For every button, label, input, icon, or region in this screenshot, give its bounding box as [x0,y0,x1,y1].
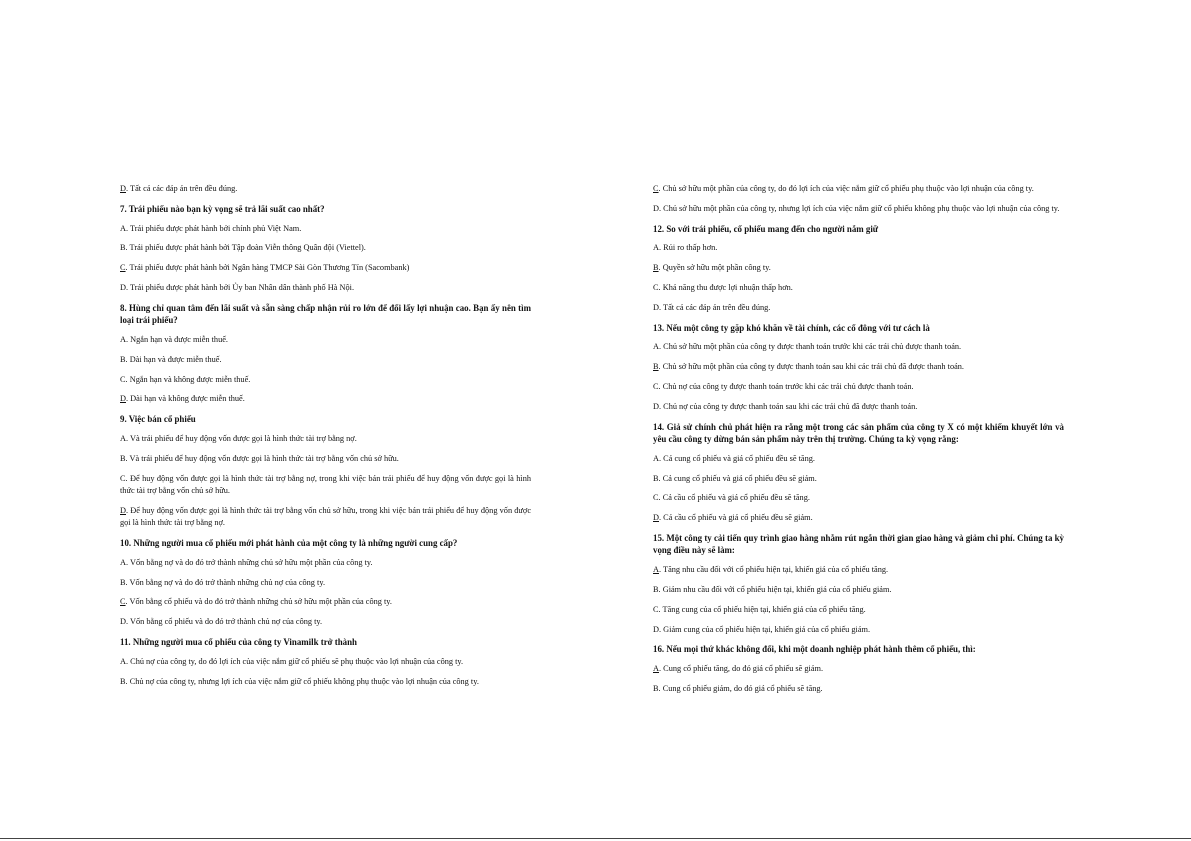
option-text: Chủ sở hữu một phần của công ty, nhưng lợi ích của việc nắm giữ cổ phiếu không phụ thuộc vào lợi nhuận của công ty. [663,203,1060,213]
answer-option [120,334,531,346]
option-text: Chủ nợ của công ty, nhưng lợi ích của việc nắm giữ cổ phiếu không phụ thuộc vào lợi nhuận của công ty. [129,676,479,686]
option-letter: D [120,617,126,627]
option-separator: . [126,557,130,567]
option-separator: . [659,243,664,253]
option-letter: C [653,381,659,391]
option-text: Để huy động vốn được gọi là hình thức tài trợ bằng nợ, trong khi việc bán trái phiếu để huy động vốn được gọi là hình thức tài trợ bằng vốn chủ sở hữu. [120,473,531,495]
answer-option [653,262,1064,274]
option-separator: . [126,394,131,404]
option-letter: C [653,184,659,193]
option-text: Tất cả các đáp án trên đều đúng. [663,302,771,312]
answer-option [120,596,531,608]
option-letter: B [653,683,659,693]
option-letter: A [120,223,126,233]
option-separator: . [125,354,130,364]
option-separator: . [126,282,130,292]
right-column [653,183,1064,703]
option-text: Cả cung cổ phiếu và giá cổ phiếu đều sẽ tăng. [663,453,815,463]
option-letter: A [653,453,659,463]
option-letter: B [653,473,659,483]
answer-option [653,512,1064,524]
option-separator: . [658,263,663,273]
option-letter: D [653,513,659,523]
option-text: Cung cổ phiếu giảm, do đó giá cổ phiếu sẽ tăng. [662,683,823,693]
option-text: Vốn bằng nợ và do đó trở thành những chủ nợ của công ty. [129,577,326,587]
option-separator: . [659,342,664,352]
option-letter: B [653,362,659,372]
option-letter: C [120,473,126,483]
option-letter: C [653,493,659,503]
option-text: Vốn bằng nợ và do đó trở thành những chủ sở hữu một phần của công ty. [130,557,373,567]
question-text: 14. Giả sử chính chủ phát hiện ra rằng một trong các sản phẩm của công ty X có một khiếm khuyết lớn và yêu cầu công ty dừng bán sản phẩm này trên thị trường. Chúng ta kỳ vọng rằng: [653,421,1064,444]
option-separator: . [125,676,130,686]
answer-option [653,183,1064,195]
option-letter: D [653,401,659,411]
option-separator: . [126,617,130,627]
answer-option [653,473,1064,485]
option-separator: . [658,604,663,614]
option-text: Tăng cung của cổ phiếu hiện tại, khiến giá của cổ phiếu tăng. [662,604,866,614]
option-text: Ngắn hạn và được miễn thuế. [130,334,228,344]
option-separator: . [126,656,131,666]
question-text: 16. Nếu mọi thứ khác không đổi, khi một doanh nghiệp phát hành thêm cổ phiếu, thì: [653,644,976,655]
option-letter: D [120,282,126,292]
option-text: Chủ nợ của công ty, do đó lợi ích của việc nắm giữ cổ phiếu sẽ phụ thuộc vào lợi nhuận của công ty. [130,656,464,666]
option-text: Cả cầu cổ phiếu và giá cổ phiếu đều sẽ tăng. [662,493,810,503]
answer-option [120,262,531,274]
option-separator: . [658,683,663,693]
option-text: Chủ sở hữu một phần của công ty, do đó lợi ích của việc nắm giữ cổ phiếu phụ thuộc vào lợi nhuận của công ty. [662,184,1034,193]
option-text: Tăng nhu cầu đối với cổ phiếu hiện tại, khiến giá của cổ phiếu tăng. [663,565,889,575]
option-separator: . [125,597,130,607]
option-letter: A [120,334,126,344]
option-letter: C [120,374,126,384]
answer-option [653,401,1064,413]
answer-option [120,453,531,465]
option-separator: . [659,401,664,411]
option-letter: A [653,342,659,352]
option-text: Dài hạn và được miễn thuế. [129,354,222,364]
option-separator: . [658,381,663,391]
option-text: Rủi ro thấp hơn. [663,243,718,253]
answer-option [120,656,531,668]
answer-option [120,183,531,195]
answer-option [120,616,531,628]
option-separator: . [125,263,130,273]
option-separator: . [126,184,130,193]
answer-option [653,604,1064,616]
option-text: Và trái phiếu để huy động vốn được gọi là hình thức tài trợ bằng vốn chủ sở hữu. [129,453,399,463]
answer-option [653,242,1064,254]
option-letter: A [120,557,126,567]
answer-option [120,577,531,589]
option-separator: . [658,473,663,483]
option-separator: . [126,334,131,344]
option-text: Để huy động vốn được gọi là hình thức tài trợ bằng vốn chủ sở hữu, trong khi việc bán trái phiếu để huy động vốn được gọi là hình thức tài trợ bằng nợ. [120,505,531,528]
answer-option [120,393,531,405]
option-separator: . [658,584,663,594]
option-separator: . [125,473,131,483]
question-text: 7. Trái phiếu nào bạn kỳ vọng sẽ trả lãi suất cao nhất? [120,203,325,214]
option-separator: . [659,513,664,523]
answer-option [120,433,531,445]
answer-option [653,624,1064,636]
answer-option [120,505,531,530]
option-separator: . [659,624,664,634]
option-letter: D [653,302,659,312]
question-text: 15. Một công ty cải tiến quy trình giao hàng nhằm rút ngắn thời gian giao hàng và giảm chi phí. Chúng ta kỳ vọng điều này sẽ làm: [653,532,1064,556]
option-separator: . [658,282,663,292]
option-letter: D [653,624,659,634]
option-letter: D [120,394,126,404]
option-separator: . [125,374,130,384]
option-letter: A [653,565,659,575]
answer-option [120,282,531,294]
option-separator: . [658,493,663,503]
answer-option [120,374,531,386]
option-letter: A [653,664,659,674]
option-letter: D [653,203,659,213]
option-letter: A [653,243,659,253]
answer-option [653,663,1064,675]
option-text: Dài hạn và không được miễn thuế. [130,394,245,404]
option-text: Chủ sở hữu một phần của công ty được thanh toán sau khi các trái chủ đã được thanh toán. [662,362,964,372]
option-separator: . [658,184,663,193]
option-letter: B [120,354,126,364]
option-text: Vốn bằng cổ phiếu và do đó trở thành những chủ sở hữu một phần của công ty. [129,597,392,607]
option-text: Cả cầu cổ phiếu và giá cổ phiếu đều sẽ giảm. [663,513,813,523]
option-letter: A [120,656,126,666]
option-letter: B [120,243,126,253]
option-letter: C [120,263,126,273]
option-text: Quyền sở hữu một phần công ty. [662,263,771,273]
option-separator: . [659,302,663,312]
option-separator: . [659,203,664,213]
option-text: Chủ nợ của công ty được thanh toán trước khi các trái chủ được thanh toán. [662,381,914,391]
question-text: 10. Những người mua cổ phiếu mới phát hành của một công ty là những người cung cấp? [120,537,458,548]
option-separator: . [659,453,664,463]
option-letter: C [120,597,126,607]
answer-option [120,242,531,254]
answer-option [120,223,531,235]
question-text: 8. Hùng chỉ quan tâm đến lãi suất và sẵn sàng chấp nhận rủi ro lớn để đổi lấy lợi nhuận cao. Bạn ấy nên tìm loại trái phiếu? [120,302,531,326]
option-separator: . [126,223,130,233]
option-letter: A [120,433,126,443]
option-separator: . [125,453,130,463]
option-text: Cả cung cổ phiếu và giá cổ phiếu đều sẽ giảm. [662,473,817,483]
option-letter: B [120,453,126,463]
option-text: Và trái phiếu để huy động vốn được gọi là hình thức tài trợ bằng nợ. [130,433,357,443]
answer-option [653,361,1064,373]
option-letter: C [653,604,659,614]
option-separator: . [125,577,130,587]
option-separator: . [126,433,130,443]
answer-option [653,492,1064,504]
option-separator: . [659,565,663,575]
answer-option [653,341,1064,353]
question-text: 11. Những người mua cổ phiếu của công ty Vinamilk trở thành [120,636,357,647]
answer-option [653,564,1064,576]
left-column [120,183,531,695]
option-text: Chủ nợ của công ty được thanh toán sau khi các trái chủ đã được thanh toán. [663,401,918,411]
answer-option [653,381,1064,393]
option-text: Chủ sở hữu một phần của công ty được thanh toán trước khi các trái chủ được thanh toán. [663,342,962,352]
question-text: 12. So với trái phiếu, cổ phiếu mang đến cho người nắm giữ [653,223,879,234]
option-text: Trái phiếu được phát hành bởi Tập đoàn Viễn thông Quân đội (Viettel). [129,243,366,253]
answer-option [653,683,1064,695]
question-text: 13. Nếu một công ty gặp khó khăn về tài chính, các cổ đông với tư cách là [653,322,930,333]
option-text: Tất cả các đáp án trên đều đúng. [130,184,238,193]
option-letter: D [120,505,126,515]
option-text: Giảm nhu cầu đối với cổ phiếu hiện tại, khiến giá của cổ phiếu giảm. [662,584,892,594]
option-separator: . [125,243,130,253]
answer-option [120,557,531,569]
answer-option [653,584,1064,596]
answer-option [653,203,1064,215]
option-letter: B [653,584,659,594]
bottom-divider [0,838,1191,839]
answer-option [120,354,531,366]
option-text: Cung cổ phiếu tăng, do đó giá cổ phiếu sẽ giảm. [663,664,824,674]
option-text: Trái phiếu được phát hành bởi chính phủ Việt Nam. [130,223,302,233]
option-letter: B [120,676,126,686]
answer-option [120,676,531,688]
option-separator: . [659,664,664,674]
answer-option [653,282,1064,294]
answer-option [120,473,531,498]
option-separator: . [126,505,131,515]
option-text: Trái phiếu được phát hành bởi Ủy ban Nhân dân thành phố Hà Nội. [130,282,355,292]
option-letter: D [120,184,126,193]
option-letter: B [653,263,659,273]
option-text: Giảm cung của cổ phiếu hiện tại, khiến giá của cổ phiếu giảm. [663,624,871,634]
option-text: Ngắn hạn và không được miễn thuế. [129,374,251,384]
option-letter: C [653,282,659,292]
answer-option [653,302,1064,314]
option-separator: . [658,362,663,372]
question-text: 9. Việc bán cổ phiếu [120,414,196,425]
answer-option [653,453,1064,465]
option-text: Vốn bằng cổ phiếu và do đó trở thành chủ nợ của công ty. [130,617,323,627]
option-letter: B [120,577,126,587]
option-text: Khả năng thu được lợi nhuận thấp hơn. [662,282,793,292]
option-text: Trái phiếu được phát hành bởi Ngân hàng TMCP Sài Gòn Thương Tín (Sacombank) [129,263,410,273]
